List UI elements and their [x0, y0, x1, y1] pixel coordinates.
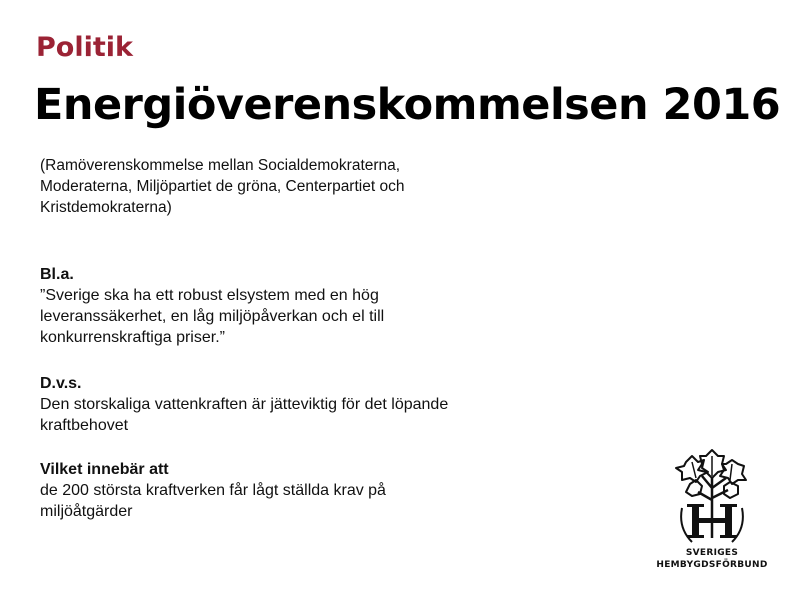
logo-text-line1: SVERIGES	[685, 548, 739, 558]
subtitle	[40, 155, 560, 218]
section-line: de 200 största kraftverken får lågt ställda krav på	[40, 482, 386, 499]
section-line: Den storskaliga vattenkraften är jätteviktig för det löpande	[40, 396, 449, 413]
section-line: konkurrenskraftiga priser.”	[40, 329, 225, 346]
section-label: Bl.a.	[40, 266, 74, 283]
section-vilket-innebar	[40, 459, 560, 522]
subtitle-line: Kristdemokraterna)	[40, 199, 172, 216]
section-label: D.v.s.	[40, 375, 82, 392]
section-dvs	[40, 373, 560, 436]
hembygdsforbund-logo	[652, 448, 772, 578]
section-line: ”Sverige ska ha ett robust elsystem med en hög	[40, 287, 379, 304]
section-bla	[40, 264, 560, 348]
section-label: Vilket innebär att	[40, 461, 169, 478]
section-line: kraftbehovet	[40, 417, 129, 434]
tree-monogram-icon	[652, 448, 772, 546]
section-kicker: Politik	[36, 32, 133, 63]
section-line: miljöåtgärder	[40, 503, 133, 520]
logo-text-line2: HEMBYGDSFÖRBUND	[656, 560, 768, 570]
subtitle-line: (Ramöverenskommelse mellan Socialdemokraterna,	[40, 157, 401, 174]
subtitle-line: Moderaterna, Miljöpartiet de gröna, Centerpartiet och	[40, 178, 405, 195]
section-line: leveranssäkerhet, en låg miljöpåverkan och el till	[40, 308, 385, 325]
slide-title: Energiöverenskommelsen 2016	[34, 80, 781, 130]
